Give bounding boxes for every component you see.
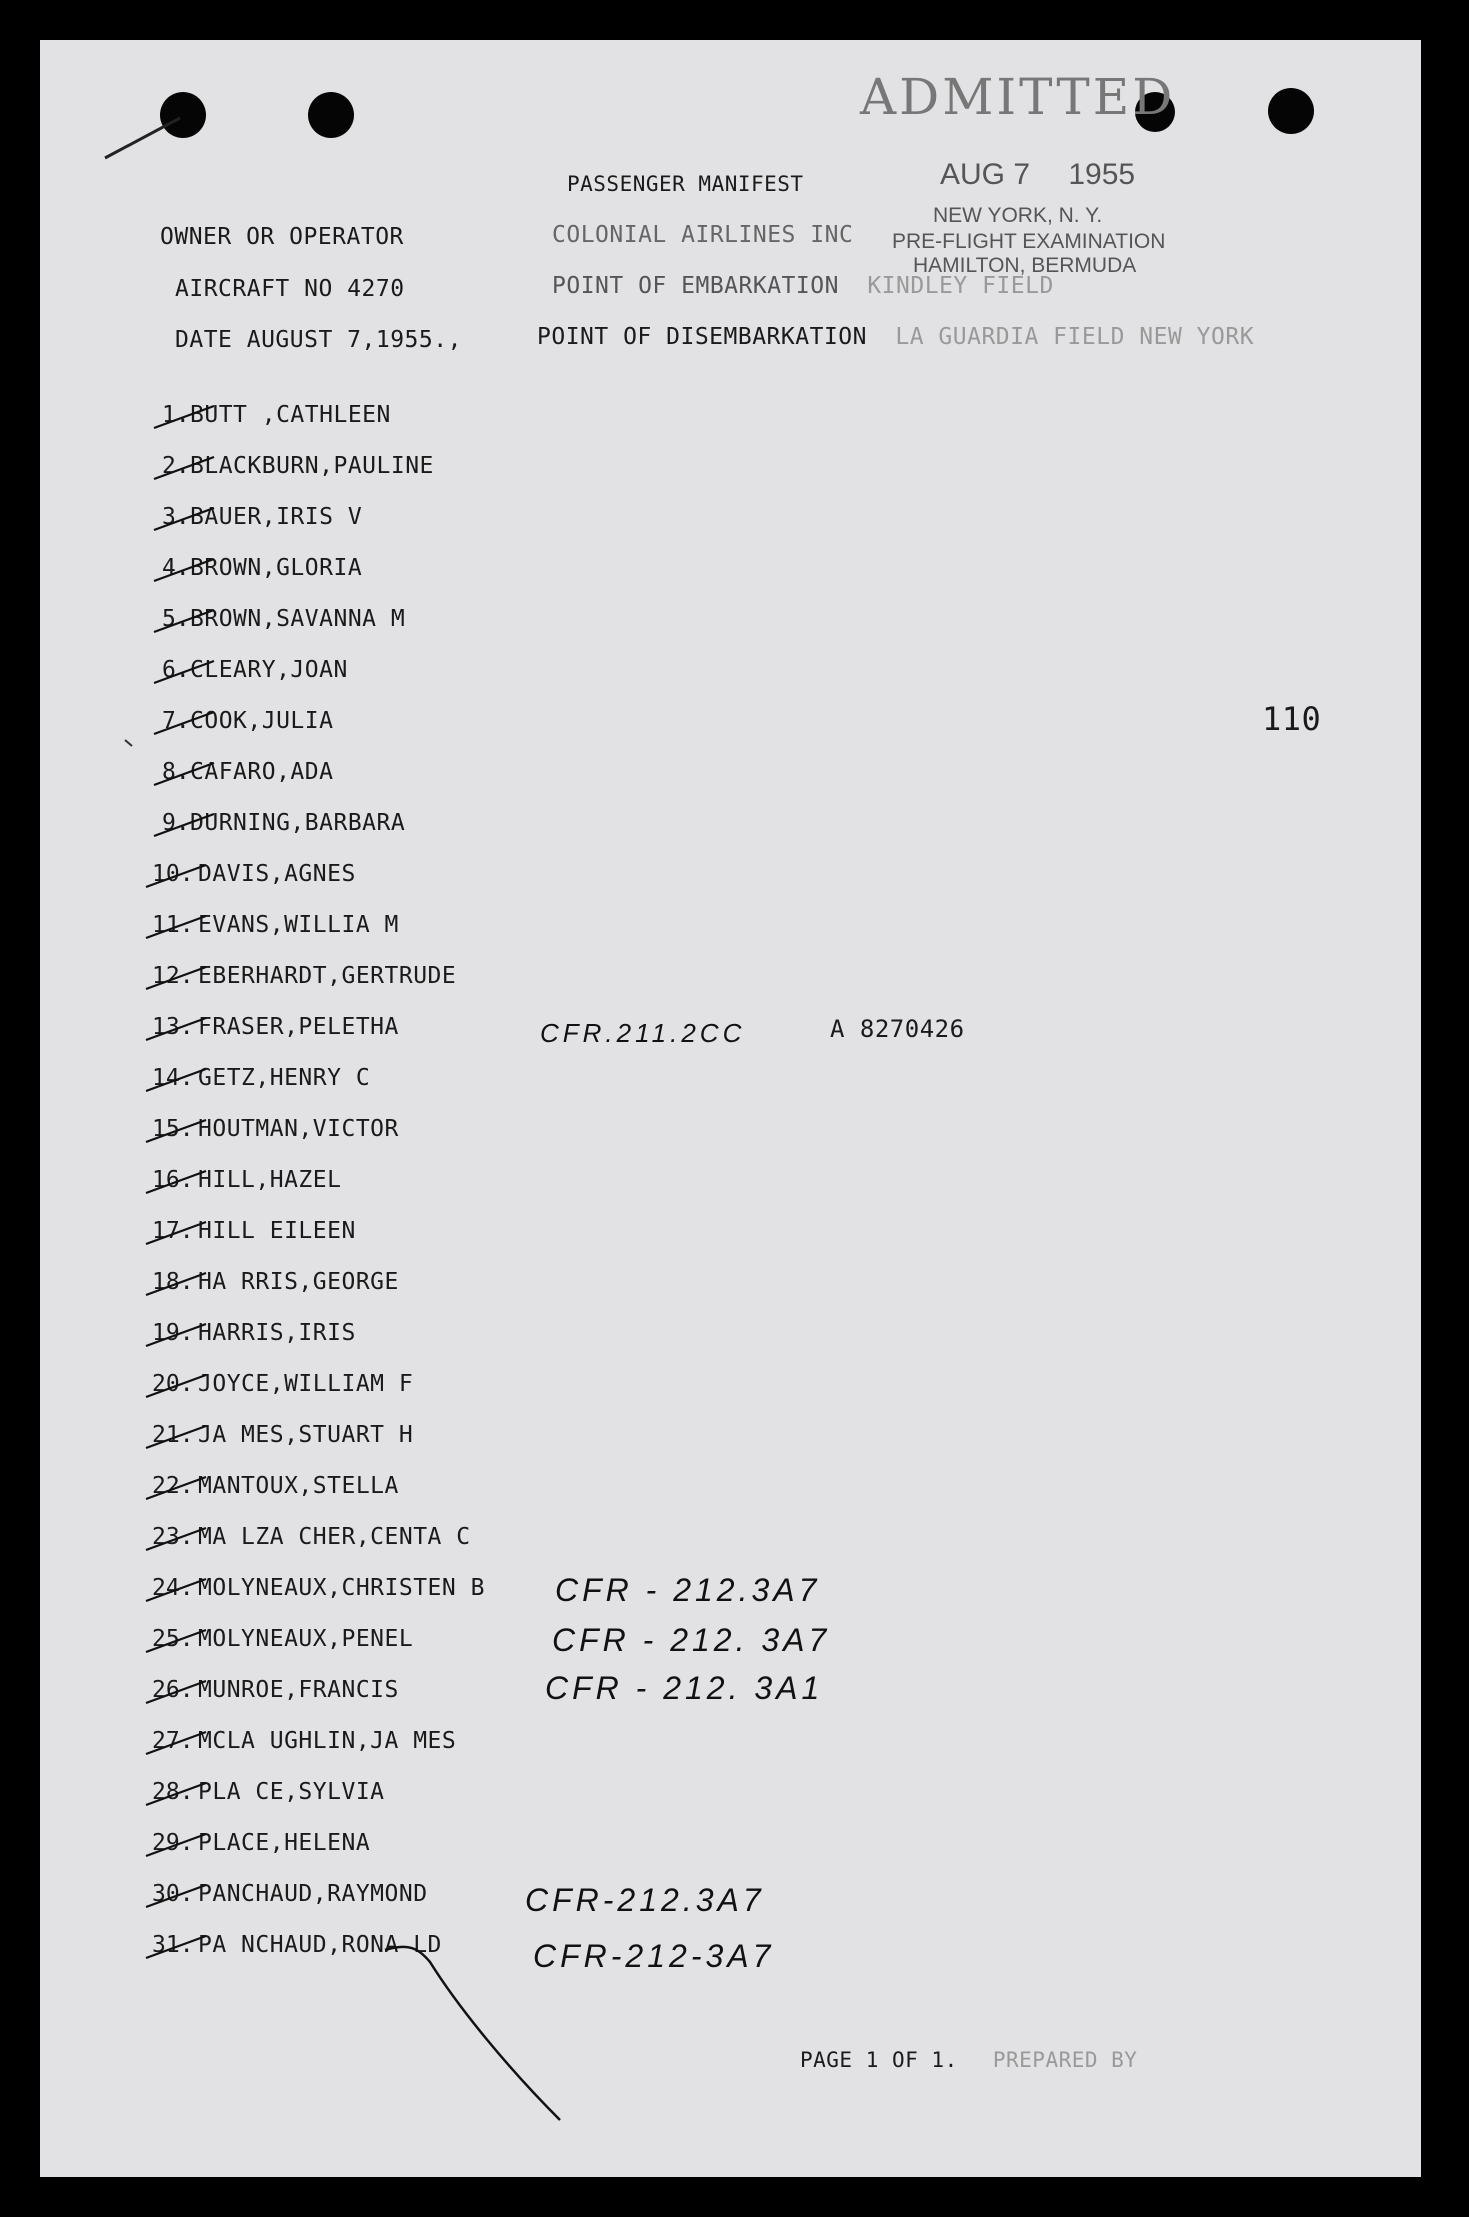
passenger-number: 25. [152, 1626, 194, 1652]
passenger-name: BROWN,SAVANNA M [190, 606, 406, 632]
stamp-date-year: 1955 [1068, 158, 1136, 191]
admitted-stamp: ADMITTED [860, 68, 1176, 126]
passenger-number: 21. [152, 1422, 194, 1448]
pen-stroke-bottom [385, 1947, 560, 2120]
passenger-number: 22. [152, 1473, 194, 1499]
passenger-number: 14. [152, 1065, 194, 1091]
passenger-name: HILL EILEEN [198, 1218, 356, 1244]
pen-tick-margin [125, 740, 132, 746]
passenger-name: CLEARY,JOAN [190, 657, 348, 683]
aircraft-label: AIRCRAFT NO 4270 [175, 276, 405, 302]
passenger-name: MUNROE,FRANCIS [198, 1677, 399, 1703]
page-number: PAGE 1 OF 1. [800, 2048, 958, 2072]
passenger-number: 1. [162, 402, 190, 428]
passenger-number: 10. [152, 861, 194, 887]
manifest-title: PASSENGER MANIFEST [567, 172, 804, 196]
cfr-panchaud-ronald: CFR-212-3A7 [533, 1938, 775, 1974]
owner-label: OWNER OR OPERATOR [160, 224, 404, 250]
passenger-number: 9. [162, 810, 190, 836]
passenger-name: BLACKBURN,PAULINE [190, 453, 434, 479]
passenger-number: 6. [162, 657, 190, 683]
passenger-name: JOYCE,WILLIAM F [198, 1371, 414, 1397]
passenger-number: 17. [152, 1218, 194, 1244]
passenger-name: CAFARO,ADA [190, 759, 334, 785]
passenger-name: EBERHARDT,GERTRUDE [198, 963, 457, 989]
passenger-name: DAVIS,AGNES [198, 861, 356, 887]
passenger-name: BROWN,GLORIA [190, 555, 363, 581]
manifest-page [40, 40, 1421, 2177]
passenger-name: DURNING,BARBARA [190, 810, 406, 836]
alien-number-fraser: A 8270426 [830, 1015, 965, 1043]
disembark-label-text: POINT OF DISEMBARKATION [537, 324, 867, 350]
date-label: DATE AUGUST 7,1955., [175, 327, 462, 353]
passenger-name: MOLYNEAUX,PENEL [198, 1626, 414, 1652]
cfr-molyneaux-christen: CFR - 212.3A7 [555, 1572, 821, 1608]
passenger-name: GETZ,HENRY C [198, 1065, 371, 1091]
passenger-number: 13. [152, 1014, 194, 1040]
passenger-number: 5. [162, 606, 190, 632]
passenger-number: 15. [152, 1116, 194, 1142]
stamp-preflight: PRE-FLIGHT EXAMINATION [892, 230, 1166, 253]
passenger-number: 30. [152, 1881, 194, 1907]
owner-value: COLONIAL AIRLINES INC [552, 222, 854, 248]
passenger-number: 12. [152, 963, 194, 989]
passenger-name: PLA CE,SYLVIA [198, 1779, 385, 1805]
passenger-name: HILL,HAZEL [198, 1167, 342, 1193]
passenger-number: 20. [152, 1371, 194, 1397]
passenger-number: 28. [152, 1779, 194, 1805]
pen-stroke-top [105, 118, 180, 158]
passenger-number: 3. [162, 504, 190, 530]
passenger-name: PANCHAUD,RAYMOND [198, 1881, 428, 1907]
passenger-number: 4. [162, 555, 190, 581]
passenger-number: 31. [152, 1932, 194, 1958]
passenger-number: 16. [152, 1167, 194, 1193]
passenger-name: PA NCHAUD,RONA LD [198, 1932, 442, 1958]
passenger-number: 19. [152, 1320, 194, 1346]
passenger-name: HOUTMAN,VICTOR [198, 1116, 399, 1142]
passenger-name: MCLA UGHLIN,JA MES [198, 1728, 457, 1754]
passenger-name: COOK,JULIA [190, 708, 334, 734]
prepared-by: PREPARED BY [992, 2048, 1138, 2072]
cfr-munroe: CFR - 212. 3A1 [545, 1670, 824, 1706]
passenger-number: 23. [152, 1524, 194, 1550]
embark-label-text: POINT OF EMBARKATION [552, 273, 839, 299]
cfr-panchaud-raymond: CFR-212.3A7 [525, 1882, 765, 1918]
passenger-number: 11. [152, 912, 194, 938]
pen-marks [40, 40, 1421, 2177]
passenger-number: 26. [152, 1677, 194, 1703]
passenger-number: 18. [152, 1269, 194, 1295]
embark-value: KINDLEY FIELD [867, 273, 1054, 299]
passenger-name: MA LZA CHER,CENTA C [198, 1524, 471, 1550]
stamp-location: HAMILTON, BERMUDA [913, 254, 1137, 277]
cfr-fraser: CFR.211.2CC [540, 1018, 746, 1048]
passenger-number: 8. [162, 759, 190, 785]
margin-number: 110 [1262, 700, 1322, 738]
passenger-name: MOLYNEAUX,CHRISTEN B [198, 1575, 485, 1601]
passenger-name: EVANS,WILLIA M [198, 912, 399, 938]
passenger-number: 2. [162, 453, 190, 479]
passenger-name: MANTOUX,STELLA [198, 1473, 399, 1499]
stamp-date-day: AUG 7 [940, 158, 1031, 191]
cfr-molyneaux-penel: CFR - 212. 3A7 [552, 1622, 831, 1658]
passenger-number: 7. [162, 708, 190, 734]
passenger-name: HA RRIS,GEORGE [198, 1269, 399, 1295]
passenger-name: PLACE,HELENA [198, 1830, 371, 1856]
passenger-number: 29. [152, 1830, 194, 1856]
passenger-name: BAUER,IRIS V [190, 504, 363, 530]
passenger-name: FRASER,PELETHA [198, 1014, 399, 1040]
passenger-name: BUTT ,CATHLEEN [190, 402, 391, 428]
disembark-value: LA GUARDIA FIELD NEW YORK [895, 324, 1255, 350]
stamp-city: NEW YORK, N. Y. [933, 204, 1103, 227]
passenger-name: JA MES,STUART H [198, 1422, 414, 1448]
passenger-number: 27. [152, 1728, 194, 1754]
passenger-number: 24. [152, 1575, 194, 1601]
passenger-name: HARRIS,IRIS [198, 1320, 356, 1346]
